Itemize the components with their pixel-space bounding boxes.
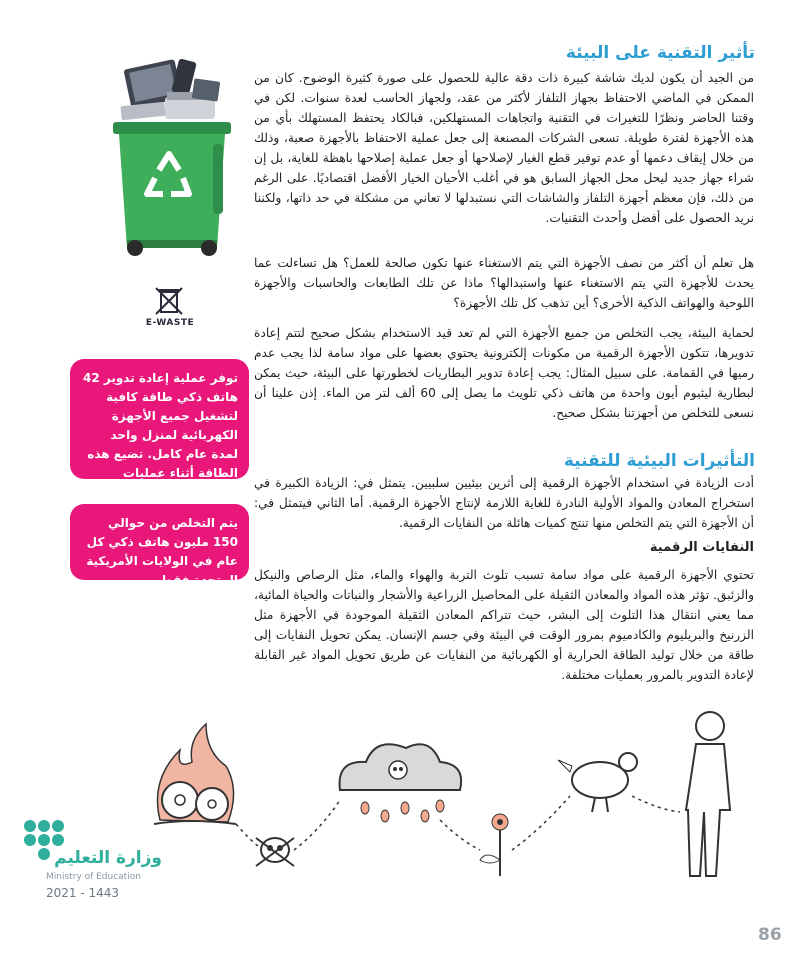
callout-recycling-energy: توفر عملية إعادة تدوير 42 هاتف ذكي طاقة كافية لتشغيل جميع الأجهزة الكهربائية لمنزل واحد لمدة عام كامل. تضيع هذه الطاقة أثناء عمليات التعدين والتصنيع للأجهزة. — [70, 359, 249, 479]
section2-paragraph-2: تحتوي الأجهزة الرقمية على مواد سامة تسبب تلوث التربة والهواء والماء، مثل الرصاص والنيكل والزئبق. تؤثر هذه المواد والمعادن الثقيلة على المحاصيل الزراعية والأشجار والنباتات والحياة المائية، مما يعني انتقال هذا التلوث إلى البشر، حيث تتراكم المعادن الثقيلة الموجودة في الأجهزة مثل الزرنيخ والبريليوم والكادميوم بمرور الوقت في البيئة وفي جسم الإنسان. يمكن تحويل النفايات إلى طاقة من خلال توليد الطاقة الحرارية أو الكهربائية من النفايات عن طريق تحويل المواد غير القابلة لإعادة التدوير بالمرور بعمليات مختلفة. — [254, 568, 754, 682]
ministry-logo-arabic: وزارة التعليم — [54, 848, 162, 868]
ministry-logo-year: 2021 - 1443 — [46, 886, 120, 900]
flower-icon — [480, 814, 508, 876]
burning-devices-icon — [154, 724, 236, 824]
ministry-logo-english: Ministry of Education — [46, 872, 141, 882]
section1-paragraph-2: هل تعلم أن أكثر من نصف الأجهزة التي يتم الاستغناء عنها تكون صالحة للعمل؟ هل تساءلت عما يحدث للأجهزة التي يتم الاستغناء عنها واستبدالها؟ ماذا عن تلك الطابعات والحاسبات والأجهزة اللوحية والهواتف الذكية الأخرى؟ أين تذهب كل تلك الأجهزة؟ — [254, 256, 754, 310]
page-number: 86 — [758, 925, 782, 945]
callout-phones-disposed: يتم التخلص من حوالي 150 مليون هاتف ذكي كل عام في الولايات الأمريكية المتحدة فقط. — [70, 504, 249, 580]
section1-paragraph-3: لحماية البيئة، يجب التخلص من جميع الأجهزة التي لم تعد قيد الاستخدام بشكل صحيح لتتم إعادة تدويرها، تتكون الأجهزة الرقمية من مكونات إلكترونية يحتوي بعضها على مواد سامة لذا يجب عدم رميها في القمامة. على سبيل المثال: يجب إعادة تدوير البطاريات لخطورتها على البيئة، حيث يمكن لبطارية ليثيوم أيون واحدة من هاتف ذكي تلويث ما يصل إلى 60 ألف لتر من الماء. إذن علينا أن نسعى للتخلص من أجهزتنا بشكل صحيح. — [254, 326, 755, 420]
cycle-arrows — [236, 796, 680, 850]
section2-paragraph-1: أدت الزيادة في استخدام الأجهزة الرقمية إلى أثرين بيئيين سلبيين. يتمثل في: الزيادة الكبيرة في استخراج المعادن والمواد الأولية النادرة للغاية اللازمة لإنتاج الأجهزة الرقمية. أما الثاني فيتمثل في: أن الأجهزة التي يتم التخلص منها تنتج كميات هائلة من النفايات الرقمية. — [254, 476, 754, 530]
toxic-cloud-icon — [340, 744, 462, 822]
skull-icon — [256, 838, 294, 866]
section1-paragraph-1: من الجيد أن يكون لديك شاشة كبيرة ذات دقة عالية للحصول على صورة كثيرة الوضوح. كان من الممكن في الماضي الاحتفاظ بجهاز التلفاز لأكثر من عقد، ولجهاز الحاسب لعدة سنوات. لكن في وقتنا الحاضر ونظرًا للتغيرات في التقنية واتجاهات المستهلكين، فبالكاد يحتفظ المستهلك بأي من هذه الأجهزة لفترة طويلة. تسعى الشركات المصنعة إلى جعل عملية الاحتفاظ بالأجهزة صعبة، وذلك من خلال إيقاف دعمها أو عدم توفير قطع الغيار لإصلاحها أو جعل عملية إصلاحها باهظة للغاية، بل إن شراء جهاز جديد ليحل محل الجهاز السابق هو في أغلب الأحيان الخيار الأفضل اقتصاديًا. على الرغم من ذلك، فإن معظم أجهزة التلفاز والشاشات التي نستبدلها لا تعاني من مشكلة في حد ذاتها، ولكننا نريد الحصول على أفضل وأحدث التقنيات. — [254, 71, 754, 225]
chicken-icon — [558, 753, 637, 812]
section2-subtitle: النفايات الرقمية — [649, 540, 754, 555]
section1-title: تأثير التقنية على البيئة — [565, 43, 755, 63]
person-icon — [686, 712, 730, 876]
pollution-cycle-illustration — [140, 700, 760, 880]
ewaste-icon — [152, 286, 186, 316]
ewaste-label: E-WASTE — [145, 318, 195, 328]
recycle-bin-illustration — [105, 52, 240, 262]
section2-title: التأثيرات البيئية للتقنية — [563, 451, 755, 471]
